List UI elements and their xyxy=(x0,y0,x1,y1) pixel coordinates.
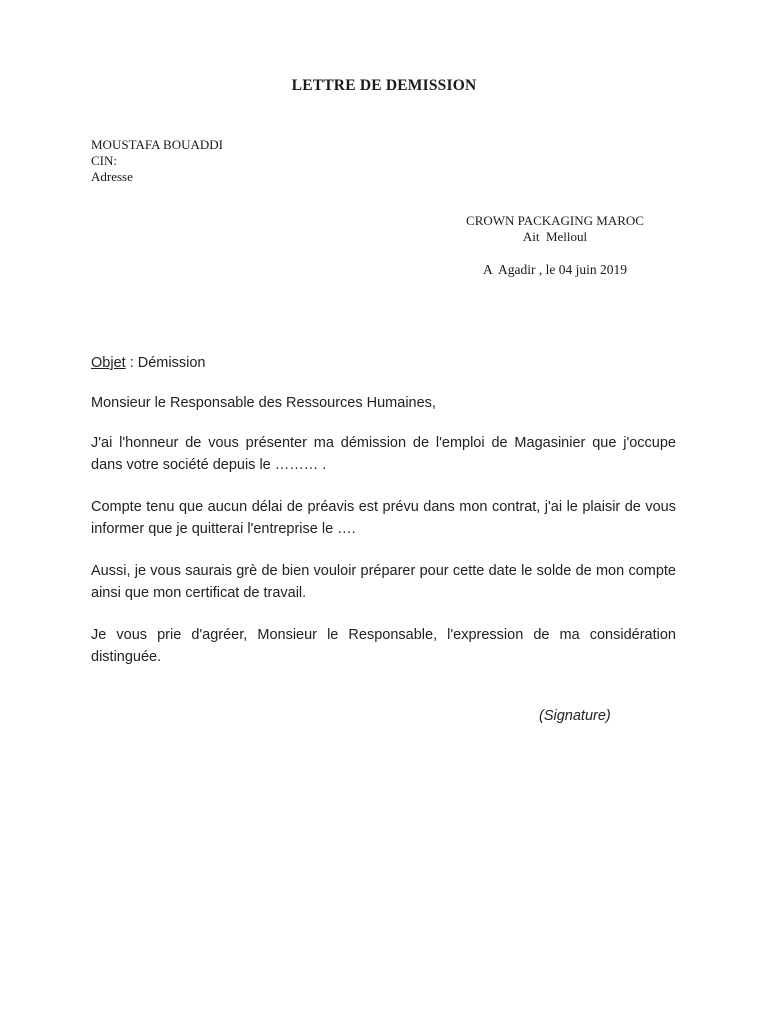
object-label: Objet xyxy=(91,355,126,371)
sender-name: MOUSTAFA BOUADDI xyxy=(91,137,223,152)
paragraph-4: Je vous prie d'agréer, Monsieur le Responsable, l'expression de ma considération distinguée. xyxy=(91,627,676,665)
paragraph-2: Compte tenu que aucun délai de préavis est prévu dans mon contrat, j'ai le plaisir de vous informer que je quitterai l'entreprise le …. xyxy=(91,499,676,537)
recipient-company: CROWN PACKAGING MAROC xyxy=(466,213,644,228)
paragraph-3: Aussi, je vous saurais grè de bien vouloir préparer pour cette date le solde de mon compte ainsi que mon certificat de travail. xyxy=(91,563,676,601)
letter-salutation: Monsieur le Responsable des Ressources Humaines, xyxy=(91,395,436,411)
letter-date: A Agadir , le 04 juin 2019 xyxy=(483,262,627,277)
object-text: : Démission xyxy=(125,355,206,371)
sender-address: Adresse xyxy=(91,169,133,184)
letter-object xyxy=(91,352,676,374)
sender-block xyxy=(91,137,223,185)
sender-cin: CIN: xyxy=(91,153,117,168)
letter-title: LETTRE DE DEMISSION xyxy=(291,77,477,94)
signature-placeholder: (Signature) xyxy=(539,708,611,724)
recipient-city: Ait Melloul xyxy=(522,229,588,244)
paragraph-1: J'ai l'honneur de vous présenter ma démission de l'emploi de Magasinier que j'occupe dans votre société depuis le ……… . xyxy=(91,435,676,473)
recipient-block xyxy=(440,213,670,245)
